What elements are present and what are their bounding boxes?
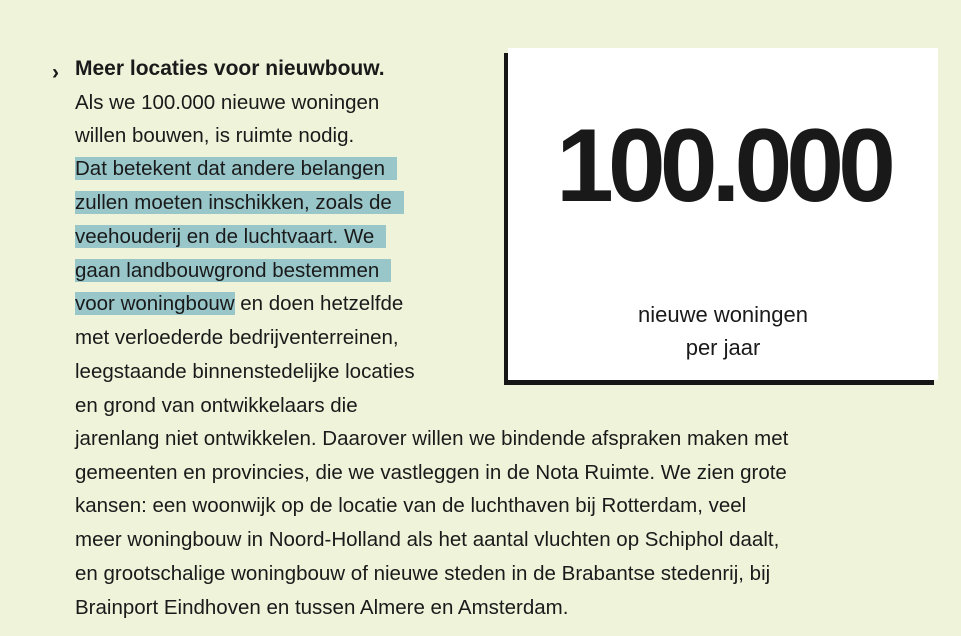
body-line: meer woningbouw in Noord-Holland als het aantal vluchten op Schiphol daalt, — [75, 528, 780, 551]
bullet-marker: › — [52, 61, 59, 84]
highlighted-phrase: voor woningbouw — [75, 292, 235, 315]
stat-caption — [508, 298, 938, 364]
stat-caption-line: per jaar — [685, 335, 761, 360]
body-line: jarenlang niet ontwikkelen. Daarover willen we bindende afspraken maken met — [75, 427, 789, 450]
highlighted-line: gaan landbouwgrond bestemmen — [75, 259, 391, 282]
body-line: Als we 100.000 nieuwe woningen — [75, 91, 380, 114]
body-line: leegstaande binnenstedelijke locaties — [75, 360, 415, 383]
body-line: en grond van ontwikkelaars die — [75, 394, 358, 417]
stat-caption-line: nieuwe woningen — [637, 302, 809, 327]
body-line: en grootschalige woningbouw of nieuwe steden in de Brabantse stedenrij, bij — [75, 562, 771, 585]
highlighted-line: veehouderij en de luchtvaart. We — [75, 225, 386, 248]
bullet-title: Meer locaties voor nieuwbouw. — [75, 57, 385, 80]
body-line: Brainport Eindhoven en tussen Almere en Amsterdam. — [75, 596, 569, 619]
body-line: met verloederde bedrijventerreinen, — [75, 326, 399, 349]
body-line-tail: en doen hetzelfde — [234, 292, 404, 315]
highlighted-line: zullen moeten inschikken, zoals de — [75, 191, 404, 214]
stat-number: 100.000 — [556, 108, 890, 224]
stat-card — [508, 48, 938, 380]
body-line: gemeenten en provincies, die we vastleggen in de Nota Ruimte. We zien grote — [75, 461, 787, 484]
body-line: willen bouwen, is ruimte nodig. — [75, 124, 355, 147]
body-line: kansen: een woonwijk op de locatie van de luchthaven bij Rotterdam, veel — [75, 494, 747, 517]
highlighted-line: Dat betekent dat andere belangen — [75, 157, 397, 180]
